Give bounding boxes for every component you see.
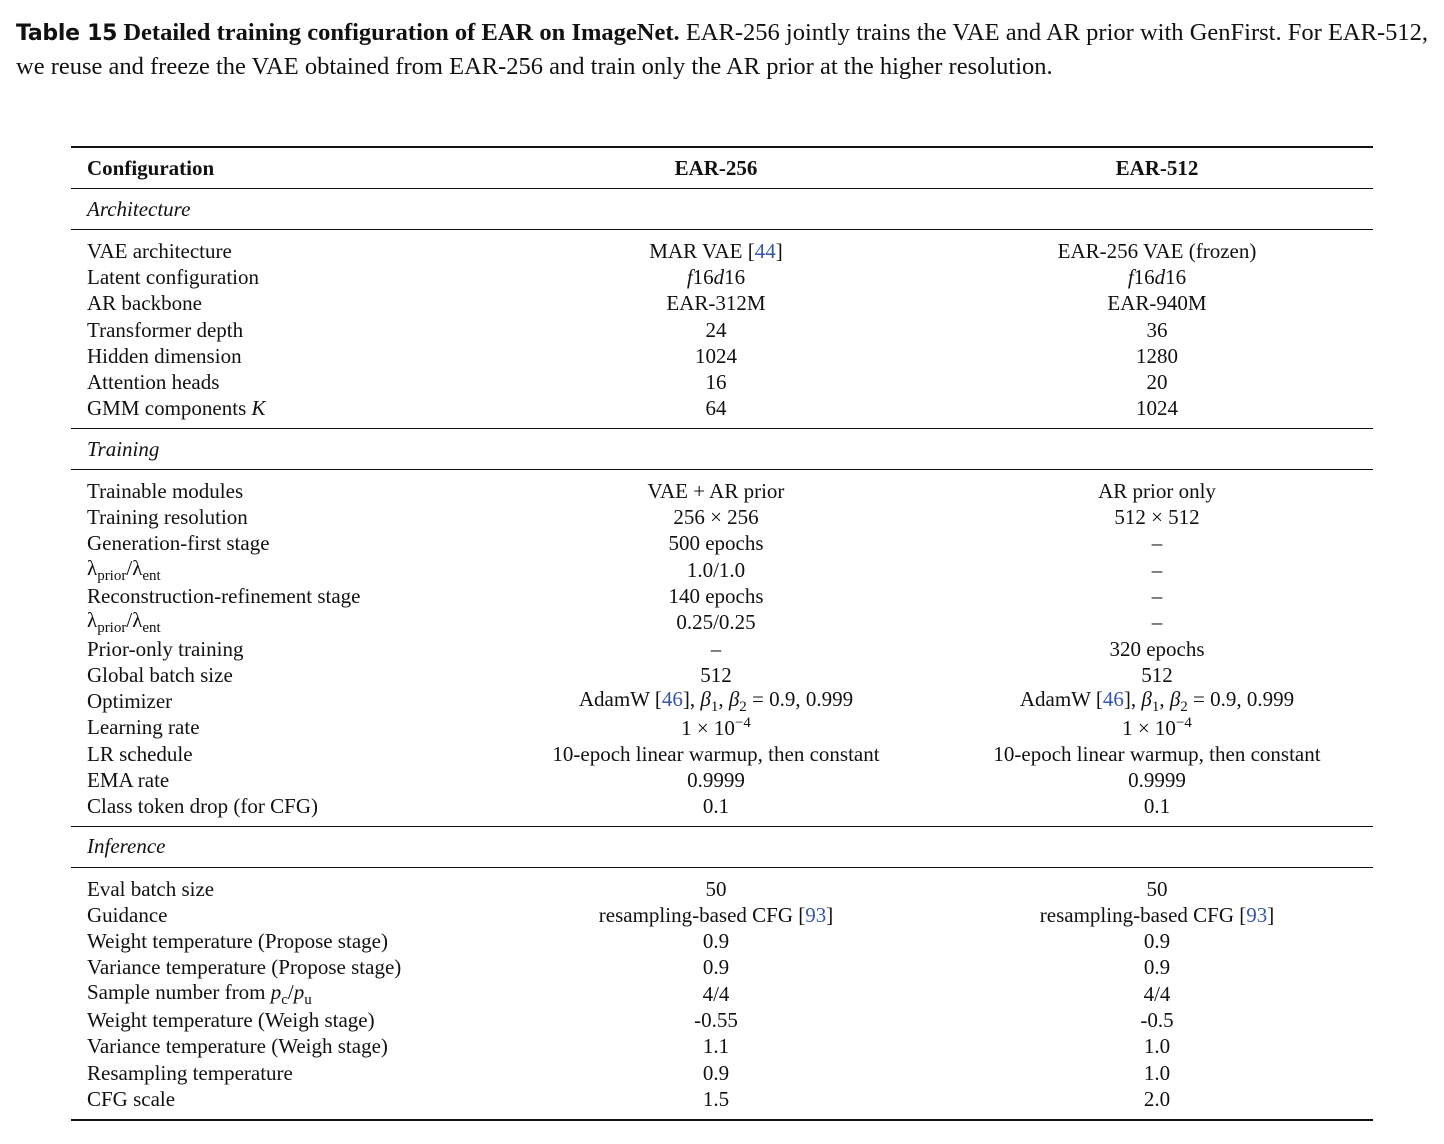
row-label: Weight temperature (Weigh stage) [87,1008,375,1033]
cell-ear-256: 64 [705,396,727,421]
table-body [71,188,1373,1121]
header-configuration: Configuration [87,155,215,180]
section-title: Inference [87,834,166,859]
row-label: EMA rate [87,767,170,792]
cell-ear-512: 4/4 [1143,981,1171,1006]
table-row [71,1007,1373,1033]
section-title: Training [87,436,160,461]
row-label: $\lambda_{prior}/\lambda_{ent}$ [87,555,161,584]
row-label: Weight temperature (Propose stage) [87,929,388,954]
section-header [71,189,1373,229]
table-row [71,291,1373,317]
cell-ear-256: 0.9999 [687,767,745,792]
row-label: Learning rate [87,715,200,740]
row-label: AR backbone [87,291,202,316]
cell-ear-256: MAR VAE [44] [649,238,783,263]
cell-ear-512: 1.0 [1143,1060,1171,1085]
cell-ear-512: 320 epochs [1109,636,1205,661]
cell-ear-512: 0.9 [1143,929,1171,954]
row-label: Global batch size [87,662,233,687]
table-row [71,1060,1373,1086]
table-row [71,317,1373,343]
row-label: Resampling temperature [87,1060,293,1085]
cell-ear-512: AR prior only [1098,478,1216,503]
cell-ear-256: 16 [705,370,727,395]
header-ear-512: EAR-512 [1115,155,1199,180]
row-label: Hidden dimension [87,343,242,368]
cell-ear-512: – [1151,557,1163,582]
cell-ear-512: EAR-940M [1107,291,1207,316]
table-row [71,715,1373,741]
cell-ear-512: EAR-256 VAE (frozen) [1057,238,1257,263]
table-row [71,929,1373,955]
table-row [71,981,1373,1007]
cell-ear-512: -0.5 [1140,1008,1174,1033]
table-row [71,1086,1373,1112]
row-label: VAE architecture [87,238,232,263]
row-label: Training resolution [87,505,248,530]
row-label: Prior-only training [87,636,244,661]
row-label: GMM components K [87,396,266,421]
section-header [71,429,1373,469]
cell-ear-512: – [1151,583,1163,608]
row-label: CFG scale [87,1086,176,1111]
table-caption [16,16,1428,83]
table-row [71,478,1373,504]
cell-ear-256: $1 \times 10^{-4}$ [681,714,751,740]
cell-ear-512: 512 × 512 [1114,505,1200,530]
cell-ear-512: 36 [1146,317,1168,342]
cell-ear-256: f16d16 [686,264,746,289]
cell-ear-512: 2.0 [1143,1086,1171,1111]
cell-ear-512: AdamW [46], $\beta_1$, $\beta_2 = 0.9$, 0.999 [1019,687,1295,716]
row-label: $\lambda_{prior}/\lambda_{ent}$ [87,608,161,637]
cell-ear-256: – [710,636,722,661]
table-row [71,767,1373,793]
row-label: Variance temperature (Propose stage) [87,955,402,980]
cell-ear-256: 0.9 [702,1060,730,1085]
cell-ear-256: 0.1 [702,794,730,819]
table-row [71,955,1373,981]
row-label: Guidance [87,902,168,927]
table-row [71,610,1373,636]
cell-ear-256: 0.9 [702,929,730,954]
cell-ear-512: f16d16 [1127,264,1187,289]
cell-ear-256: AdamW [46], $\beta_1$, $\beta_2 = 0.9$, 0.999 [578,687,854,716]
row-label: Sample number from $p_c/p_u$ [87,979,312,1008]
cell-ear-512: 512 [1141,662,1173,687]
table-row [71,369,1373,395]
table-row [71,1034,1373,1060]
cell-ear-256: 4/4 [702,981,730,1006]
row-label: Optimizer [87,689,173,714]
cell-ear-256: EAR-312M [666,291,766,316]
cell-ear-256: 1.1 [702,1034,730,1059]
cell-ear-256: resampling-based CFG [93] [598,902,834,927]
cell-ear-256: 0.9 [702,955,730,980]
cell-ear-256: 256 × 256 [673,505,759,530]
cell-ear-512: 1280 [1136,343,1178,368]
row-label: Class token drop (for CFG) [87,794,318,819]
cell-ear-512: 10-epoch linear warmup, then constant [993,741,1321,766]
cell-ear-512: – [1151,531,1163,556]
table-row [71,583,1373,609]
caption-text: EAR-256 jointly trains the VAE and AR prior with GenFirst. For EAR-512, we reuse and freeze the VAE obtained from EAR-256 and train only the AR prior at the higher resolution. [16,19,1429,80]
row-label: Generation-first stage [87,531,270,556]
table-row [71,688,1373,714]
table-row [71,557,1373,583]
table-row [71,531,1373,557]
table-row [71,238,1373,264]
header-row [71,148,1373,188]
caption-title: Detailed training configuration of EAR on ImageNet. [123,19,680,46]
cell-ear-256: 10-epoch linear warmup, then constant [552,741,880,766]
row-label: Reconstruction-refinement stage [87,583,361,608]
cell-ear-512: $1 \times 10^{-4}$ [1122,714,1192,740]
table-row [71,264,1373,290]
cell-ear-512: 0.9 [1143,955,1171,980]
row-label: Eval batch size [87,876,215,901]
section-title: Architecture [87,196,191,221]
cell-ear-256: 50 [705,876,727,901]
table-row [71,343,1373,369]
caption-label: Table 15 [16,21,118,46]
cell-ear-256: 140 epochs [668,583,764,608]
cell-ear-256: 1024 [695,343,737,368]
table-row [71,662,1373,688]
cell-ear-512: 50 [1146,876,1168,901]
table-row [71,902,1373,928]
cell-ear-256: 1.5 [702,1086,730,1111]
row-label: Variance temperature (Weigh stage) [87,1034,388,1059]
cell-ear-512: 0.9999 [1128,767,1186,792]
config-table [71,146,1373,1121]
row-label: Latent configuration [87,264,260,289]
row-label: LR schedule [87,741,193,766]
table-row [71,636,1373,662]
cell-ear-512: – [1151,610,1163,635]
table-row [71,504,1373,530]
table-row [71,741,1373,767]
table-row [71,396,1373,422]
row-label: Trainable modules [87,478,244,503]
cell-ear-256: VAE + AR prior [647,478,785,503]
cell-ear-256: 1.0/1.0 [686,557,746,582]
row-label: Attention heads [87,370,220,395]
section-header [71,827,1373,867]
cell-ear-256: 0.25/0.25 [676,610,756,635]
cell-ear-256: 512 [700,662,732,687]
bottom-rule [71,1119,1373,1121]
cell-ear-256: 24 [705,317,727,342]
header-ear-256: EAR-256 [674,155,758,180]
cell-ear-512: 1.0 [1143,1034,1171,1059]
row-label: Transformer depth [87,317,244,342]
table-row [71,794,1373,820]
cell-ear-512: 1024 [1136,396,1178,421]
cell-ear-512: 20 [1146,370,1168,395]
cell-ear-512: resampling-based CFG [93] [1039,902,1275,927]
cell-ear-256: 500 epochs [668,531,764,556]
table-row [71,876,1373,902]
cell-ear-256: -0.55 [694,1008,738,1033]
cell-ear-512: 0.1 [1143,794,1171,819]
